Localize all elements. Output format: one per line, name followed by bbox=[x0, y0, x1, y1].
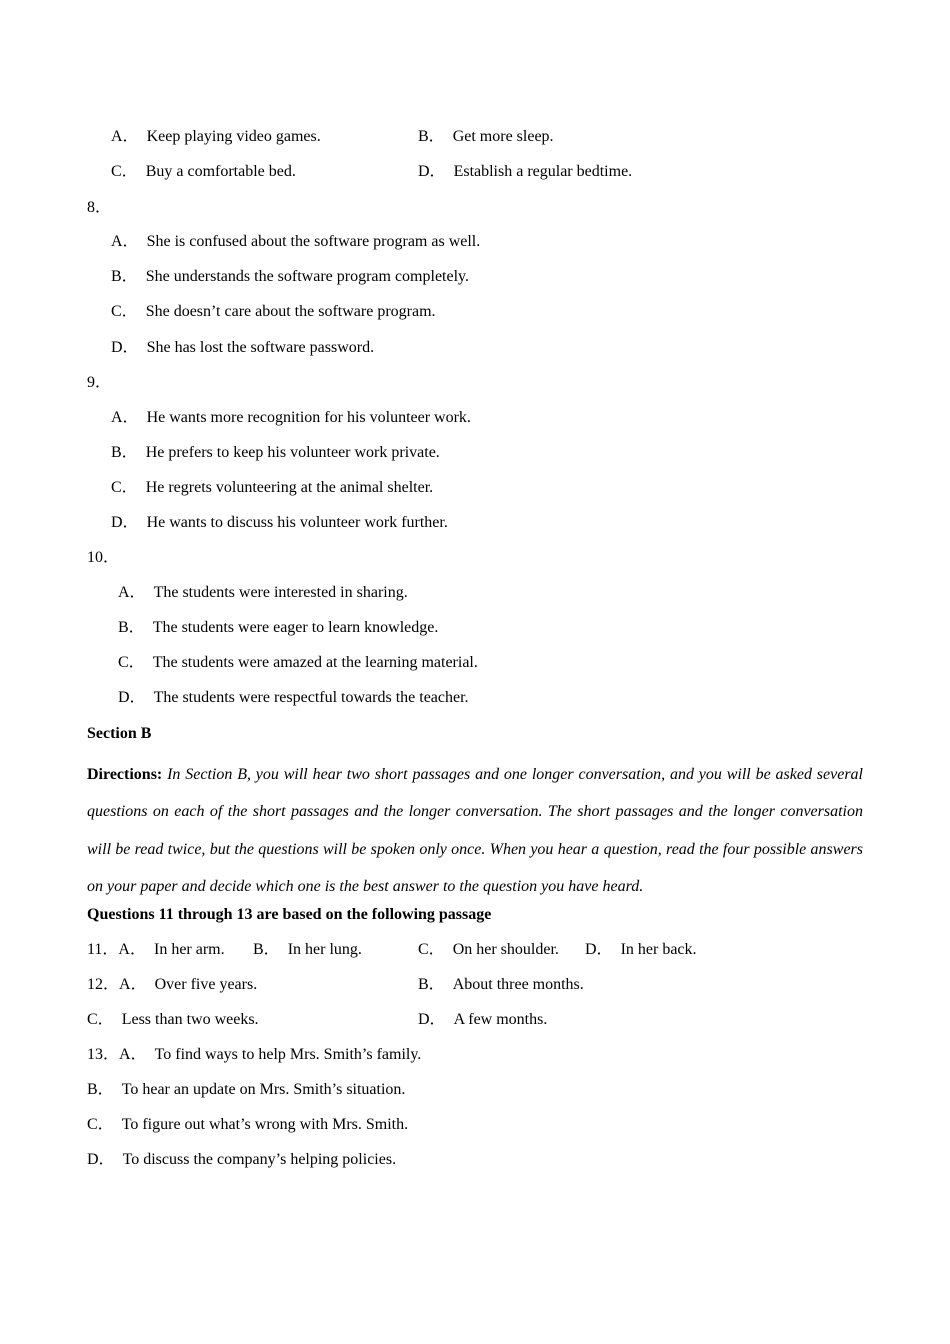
option-text: Less than two weeks. bbox=[121, 1011, 259, 1028]
q13-option-d bbox=[87, 1150, 396, 1170]
q8-option-a bbox=[111, 232, 480, 252]
q12-line bbox=[87, 975, 257, 995]
option-text: To discuss the company’s helping policies. bbox=[122, 1151, 397, 1168]
q11-option-a bbox=[118, 941, 224, 958]
option-letter: A． bbox=[111, 409, 139, 426]
q10-option-a bbox=[118, 583, 408, 603]
option-text: She is confused about the software program as well. bbox=[146, 233, 481, 250]
option-letter: B． bbox=[118, 619, 145, 636]
option-text: Over five years. bbox=[154, 976, 258, 993]
q12-option-c bbox=[87, 1010, 259, 1030]
q13-number: 13． bbox=[87, 1046, 120, 1063]
option-letter: D． bbox=[418, 163, 446, 180]
option-text: In her arm. bbox=[153, 941, 225, 958]
q7-option-b bbox=[418, 127, 554, 147]
directions-text: In Section B, you will hear two short passages and one longer conversation, and you will be asked several questions on each of the short passages and the longer conversation. The short passages and the longer conversation will be read twice, but the questions will be spoken only once. When you hear a question, read the four possible answers on your paper and decide which one is the best answer to the question you have heard. bbox=[87, 766, 864, 895]
passage-heading: Questions 11 through 13 are based on the following passage bbox=[87, 906, 492, 923]
q13-line bbox=[87, 1045, 421, 1065]
option-letter: A． bbox=[119, 1046, 147, 1063]
option-letter: B． bbox=[418, 128, 445, 145]
option-text: Establish a regular bedtime. bbox=[453, 163, 633, 180]
option-letter: C． bbox=[87, 1116, 114, 1133]
option-letter: A． bbox=[118, 584, 146, 601]
option-letter: B． bbox=[253, 941, 280, 958]
option-text: The students were interested in sharing. bbox=[153, 584, 408, 601]
option-text: To figure out what’s wrong with Mrs. Smith. bbox=[121, 1116, 409, 1133]
option-text: Buy a comfortable bed. bbox=[145, 163, 296, 180]
q11-option-d bbox=[585, 940, 697, 960]
q12-option-b bbox=[418, 975, 584, 995]
option-text: He regrets volunteering at the animal shelter. bbox=[145, 479, 434, 496]
option-text: A few months. bbox=[453, 1011, 548, 1028]
option-text: In her back. bbox=[620, 941, 697, 958]
option-letter: A． bbox=[111, 128, 139, 145]
option-text: Get more sleep. bbox=[452, 128, 554, 145]
section-b-directions bbox=[87, 756, 863, 905]
option-letter: B． bbox=[87, 1081, 114, 1098]
option-letter: D． bbox=[111, 514, 139, 531]
option-text: He prefers to keep his volunteer work private. bbox=[145, 444, 440, 461]
q10-number: 10． bbox=[87, 549, 120, 566]
q8-option-c bbox=[111, 302, 436, 322]
q13-option-a bbox=[119, 1046, 421, 1063]
option-letter: C． bbox=[111, 479, 138, 496]
q8-option-b bbox=[111, 267, 469, 287]
q12-option-a bbox=[119, 976, 257, 993]
option-text: To find ways to help Mrs. Smith’s family. bbox=[154, 1046, 422, 1063]
option-text: The students were eager to learn knowledge. bbox=[152, 619, 439, 636]
option-letter: A． bbox=[111, 233, 139, 250]
option-letter: A． bbox=[119, 976, 147, 993]
q7-option-a bbox=[111, 127, 321, 147]
option-letter: B． bbox=[111, 268, 138, 285]
q9-option-a bbox=[111, 408, 471, 428]
q7-option-d bbox=[418, 162, 632, 182]
q9-option-c bbox=[111, 478, 433, 498]
q10-option-b bbox=[118, 618, 438, 638]
q12-option-d bbox=[418, 1010, 547, 1030]
option-text: She doesn’t care about the software program. bbox=[145, 303, 436, 320]
option-text: He wants more recognition for his volunteer work. bbox=[146, 409, 471, 426]
option-text: The students were respectful towards the teacher. bbox=[153, 689, 469, 706]
q10-option-d bbox=[118, 688, 469, 708]
option-letter: D． bbox=[111, 339, 139, 356]
section-b-title: Section B bbox=[87, 725, 152, 742]
option-text: Keep playing video games. bbox=[146, 128, 321, 145]
option-letter: D． bbox=[585, 941, 613, 958]
option-text: To hear an update on Mrs. Smith’s situation. bbox=[121, 1081, 406, 1098]
option-letter: D． bbox=[118, 689, 146, 706]
option-text: The students were amazed at the learning material. bbox=[152, 654, 478, 671]
option-letter: C． bbox=[118, 654, 145, 671]
option-text: She has lost the software password. bbox=[146, 339, 375, 356]
option-letter: C． bbox=[111, 163, 138, 180]
q7-option-c bbox=[111, 162, 296, 182]
q11-option-b bbox=[253, 940, 362, 960]
q12-number: 12． bbox=[87, 976, 120, 993]
q8-option-d bbox=[111, 338, 374, 358]
option-letter: B． bbox=[111, 444, 138, 461]
q10-option-c bbox=[118, 653, 478, 673]
q9-number: 9． bbox=[87, 374, 112, 391]
option-letter: A． bbox=[118, 941, 146, 958]
q11-line bbox=[87, 940, 225, 960]
q11-number: 11． bbox=[87, 941, 119, 958]
q9-option-d bbox=[111, 513, 448, 533]
option-text: In her lung. bbox=[287, 941, 362, 958]
option-letter: B． bbox=[418, 976, 445, 993]
option-text: About three months. bbox=[452, 976, 584, 993]
option-letter: C． bbox=[418, 941, 445, 958]
option-text: On her shoulder. bbox=[452, 941, 559, 958]
option-text: She understands the software program completely. bbox=[145, 268, 469, 285]
q9-option-b bbox=[111, 443, 440, 463]
option-letter: C． bbox=[87, 1011, 114, 1028]
option-letter: D． bbox=[418, 1011, 446, 1028]
option-letter: D． bbox=[87, 1151, 115, 1168]
option-letter: C． bbox=[111, 303, 138, 320]
option-text: He wants to discuss his volunteer work further. bbox=[146, 514, 448, 531]
q11-option-c bbox=[418, 940, 559, 960]
q8-number: 8． bbox=[87, 199, 112, 216]
directions-label: Directions: bbox=[87, 766, 163, 783]
q13-option-c bbox=[87, 1115, 408, 1135]
q13-option-b bbox=[87, 1080, 405, 1100]
